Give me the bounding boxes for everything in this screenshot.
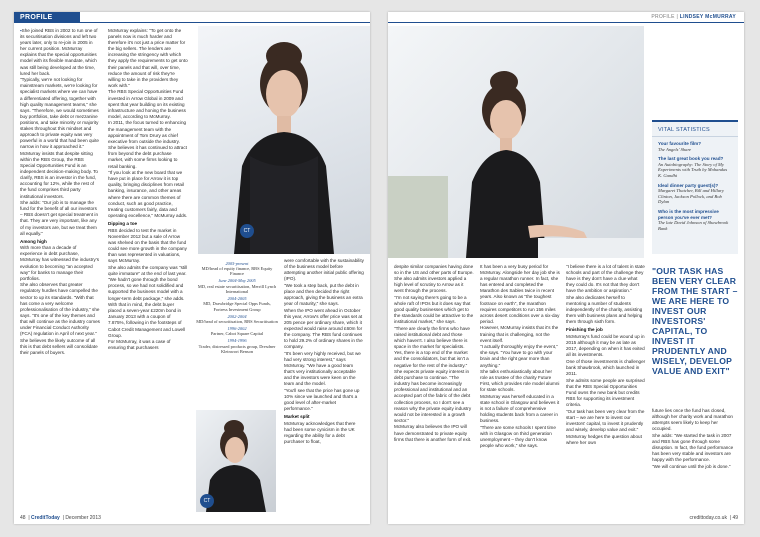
timeline-entry: 2004-2005 MD, Drawbridge Special Opps Funds, Fortress Investment Group	[203, 295, 271, 312]
paragraph: "I actually thoroughly enjoy the event," she says. "You have to go with your brain and the right gear more than anything."	[480, 344, 558, 368]
brand-name: CreditToday	[31, 515, 60, 521]
paragraph: "There are some schools I spent time with in Glasgow on third generation unemployment – they don't know people who work," she says.	[480, 424, 556, 449]
paragraph: "Our task has been very clear from the start – we are here to invest our investors' capital, to invest it prudently and wisely, develop value and exit."	[566, 408, 645, 432]
portrait-photo-main	[388, 26, 644, 258]
pull-quote: "OUR TASK HAS BEEN VERY CLEAR FROM THE START – WE ARE HERE TO INVEST OUR INVESTORS' CAPITAL, TO INVEST IT PRUDENTLY AND WISELY, DEVELOP VALUE AND EXIT"	[652, 266, 738, 376]
article-column-2	[108, 28, 188, 512]
paragraph: future lies once the fund has closed, although her charity work and marathon attempts seem likely to keep her occupied.	[652, 408, 733, 432]
col1-paragraphs	[20, 28, 100, 237]
paragraph: For McMurray, it was a case of ensuring that purchasers	[108, 339, 171, 351]
paragraph: McMurray was herself educated in a state school in Glasgow and believes it is not a failure of comprehensive holding students back from a career in business.	[480, 393, 560, 424]
vital-item: Who is the most impressive person you've ever met? The late David Johnson of Shawbrook Bank	[658, 208, 729, 231]
paragraph: were comfortable with the sustainability of the business model before attempting another initial public offering (IPO).	[284, 258, 364, 282]
article-column-5	[480, 264, 560, 514]
paragraph: McMurray also believes the IPO will have demonstrated to private equity firms that there is another form of exit.	[394, 424, 472, 442]
woman-at-desk-icon	[388, 26, 644, 258]
paragraph: McMurray insists that despite sitting within the RBS Group, the RBS Special Opportunities Fund is an independent decision-making body. To clarify, RBS is an investor in the fund, accounting for 12%, while the rest of the fund comprises third party institutional investors.	[20, 150, 98, 199]
photo-badge: CT	[200, 494, 214, 508]
vital-item: Ideal dinner party guest(s)? Margaret Thatcher, Bill and Hillary Clinton, Jackson Pollock, and Bob Dylan	[658, 182, 724, 205]
article-column-4	[394, 264, 474, 514]
career-timeline	[196, 259, 278, 355]
paragraph: "It's been very highly received, but we had very strong interest," says McMurray. "We have a good team that's very institutionally acceptable and the investors were keen on the team and the model.	[284, 350, 361, 387]
paragraph: It has been a very busy period for McMurray. Alongside her day job she is a regular marathon runner. In fact, she has entered and completed the Marathon des Sables twice in recent years. Also known as "the toughest footrace on earth", the marathon requires competitors to run 156 miles across desert conditions over a six-day period.	[480, 264, 560, 324]
portrait-photo-bottom	[196, 410, 276, 512]
paragraph: "We hadn't gone through the bond process, so we had not solidified and supported the business model with a longer-term debt package," she adds.	[108, 277, 185, 301]
header-rule	[80, 22, 370, 23]
right-footer: credittoday.co.uk | 49	[689, 515, 738, 521]
paragraph: However, McMurray insists that it's the training that is challenging, not the event itself.	[480, 325, 559, 343]
header-rule	[388, 22, 744, 23]
paragraph: RBS decided to test the market in November 2012 but a sale of Arrow was shelved on the basis that the fund could see more growth in the company than was represented in valuations, says McMurray.	[108, 227, 187, 263]
paragraph: With that in mind, the debt buyer placed a seven-year £220m bond in January 2013 with a coupon of 7.875%, following in the footsteps of Cabot Credit Management and Lowell Group.	[108, 302, 186, 338]
article-column-3	[284, 258, 364, 512]
paragraph: One of those investments is challenger bank Shawbrook, which launched in 2011.	[566, 358, 646, 377]
dropcap-icon: ▪	[20, 28, 22, 33]
paragraph: She also admits the company was "still quite immature" at the end of last year.	[108, 264, 188, 276]
paragraph: McMurray acknowledges that there had been some cynicism in the UK regarding the ability for a debt purchaser to float,	[284, 420, 356, 445]
paragraph: In 2011, the focus turned to enhancing the management team with the appointment of Tom Drury as chief executive from outside the industry.	[108, 120, 187, 144]
timeline-entry: 2002-2004 MD/head of securitisation, RBS Securitisation	[196, 313, 278, 325]
page-number: 49	[732, 515, 738, 521]
section-tab: PROFILE	[14, 12, 80, 23]
portrait-photo-top	[198, 26, 370, 254]
paragraph: She adds: "Our job is to manage the fund for the benefit of all our investors – RBS doesn't get special treatment in that. They are very important, like any of my investors are, but we treat them all equally."	[20, 200, 98, 236]
paragraph: "We took a step back, put the debt in place and then decided the right approach, giving the business an extra year of maturity," she says.	[284, 282, 363, 307]
paragraph: She expects private equity interest in debt purchase to continue. "The industry has become increasingly professional and institutional and an accepted part of the fabric of the debt collection process, so I don't see a reason why the private equity industry would not be interested in a growth sector."	[394, 369, 472, 423]
article-column-6	[566, 264, 646, 514]
article-column-1	[20, 28, 100, 512]
woman-portrait-icon	[198, 26, 370, 254]
article-column-7	[652, 408, 738, 514]
paragraph: She also observes that greater regulatory hurdles have compelled the sector to up its standards. "With that has come a very welcome professionalisation of the industry," she says. "It's one of the key themes and that will continue as the industry comes under Financial Conduct Authority (FCA) regulation in April of next year."	[20, 282, 100, 337]
site-url: credittoday.co.uk	[689, 515, 727, 521]
vital-item: Your favourite film? The Angels' Share	[658, 141, 702, 152]
paragraph: "I'm not saying there's going to be a whole raft of IPOs but it does say that good quality businesses which get to the standards could be attractive to the institutional market," she says.	[394, 294, 474, 325]
paragraph: With more than a decade of experience in debt purchase, McMurray has witnessed the industry's evolution to becoming "an accepted way" for banks to manage their portfolios.	[20, 245, 99, 281]
subheading: Dipping a toe	[108, 220, 138, 226]
paragraph: The RBS Special Opportunities Fund invested in Arrow Global in 2009 and spent that year building on its existing infrastructure and honing the business model, according to McMurray.	[108, 89, 186, 119]
paragraph: She adds: "We started the task in 2007 and RBS has gone through some disruption. In fact, the fund performance has been very stable and investors are happy with the performance.	[652, 432, 734, 463]
paragraph: despite similar companies having done so in the US and other parts of Europe. She also admits investors applied a high level of scrutiny to Arrow as it went through the process.	[394, 264, 474, 294]
paragraph: She also dedicates herself to mentoring a number of students independently of the charity, assisting them with business plans and helping them through sixth form.	[566, 294, 643, 325]
timeline-entry: 1996-2002 Partner, Cabot Square Capital	[210, 325, 264, 337]
timeline-entry: 1994-1996 Trader, distressed products group, Dresdner Kleinwort Benson	[198, 338, 276, 355]
paragraph: "We will continue until the job is done."	[652, 463, 731, 469]
paragraph: When the IPO went ahead in October this year, Arrow's offer price was set at 205 pence per ordinary share, which it expected would raise around £60m for the company. The RBS fund continues to hold 29.2% of ordinary shares in the company.	[284, 307, 363, 350]
right-page	[388, 12, 744, 524]
paragraph: McMurray explains: "To get onto the panels now is much harder and therefore it's not just a price matter for the big sellers. The lenders are increasing the stringency with which they apply the requirements to get onto their panels and that will, over time, reduce the amount of risk they're willing to take in the providers they work with."	[108, 28, 188, 88]
vital-item: The last great book you read? An Autobiography: The Story of My Experiments with Truth by Mohandas K. Gandhi	[658, 156, 728, 178]
paragraph: ▪She joined RBS in 2002 to run one of its securitisation divisions and left two years later, only to re-join in 2005 in her current position. McMurray explains that the special opportunities model with its flexible mandate, which was still being developed at the time, lured her back.	[20, 28, 98, 76]
paragraph: "I believe there is a lot of talent in state schools and part of the challenge they have is they don't have a clue what they could do. It's not that they don't have the ambition or aspiration."	[566, 264, 645, 294]
issue-date: December 2013	[65, 515, 101, 521]
paragraph: McMurray hedges the question about where her own	[566, 433, 642, 445]
paragraph: "If you look at the new board that we have put in place for Arrow it is top quality, bringing disciplines from retail banking, insurance, and other areas where there are common themes of conduct, such as good practice, treating customers fairly, data and operating excellence," McMurray adds.	[108, 170, 188, 218]
photo-badge: CT	[240, 224, 254, 238]
paragraph: "Typically, we're not looking for mainstream markets, we're looking for specialist markets where we can have a differentiated offering, together with high quality management teams," she says. "Therefore, we would sometimes buy portfolios, take debt or mezzanine positions, and take minority or majority stakes throughout this mindset and approach to private equity was very powerful in a world that had been quite narrow in how it approached it."	[20, 77, 99, 150]
paragraph: "You'll see that the price has gone up 10% since we launched and that's a good level of after-market performance."	[284, 387, 360, 412]
subheading: Among high	[20, 238, 47, 244]
subheading: Finishing the job	[566, 327, 603, 333]
subheading: Market split	[284, 414, 310, 420]
left-footer: 48 | CreditToday | December 2013	[20, 515, 101, 521]
running-header: PROFILE | LINDSEY McMURRAY	[651, 14, 736, 20]
timeline-entry: June 2004-May 2005 MD, real estate securitisation, Merrill Lynch International	[197, 278, 277, 295]
paragraph: She believes the likely outcome of all this is that debt sellers will consolidate their panels of buyers.	[20, 337, 98, 355]
page-number: 48	[20, 515, 26, 521]
paragraph: "There are clearly the firms who have raised institutional debt and those which haven't. I also believe there is space in the market for specialists. Yes, there is a top end of the market and the consolidators, but that isn't a negative for the rest of the industry."	[394, 325, 470, 368]
paragraph: McMurray's fund could be wound up in 2015 although it may be as late as 2017, depending on when it has exited all its investments.	[566, 334, 645, 358]
vital-statistics-box	[652, 120, 738, 254]
vital-statistics-title: VITAL STATISTICS	[652, 122, 738, 137]
paragraph: She talks enthusiastically about her role as trustee of the charity Future First, which provides role model alumni for state schools.	[480, 369, 560, 393]
left-page	[14, 12, 370, 524]
paragraph: She believes it has continued to attract from beyond the debt purchase market, with some firms looking to retail banking.	[108, 145, 187, 169]
timeline-entry: 2005-present MD/head of equity finance, RBS Equity Finance	[201, 260, 273, 277]
paragraph: She admits some people are surprised that the RBS Special Opportunities Fund owns the new bank but credits RBS for supporting its investment criteria.	[566, 377, 645, 408]
